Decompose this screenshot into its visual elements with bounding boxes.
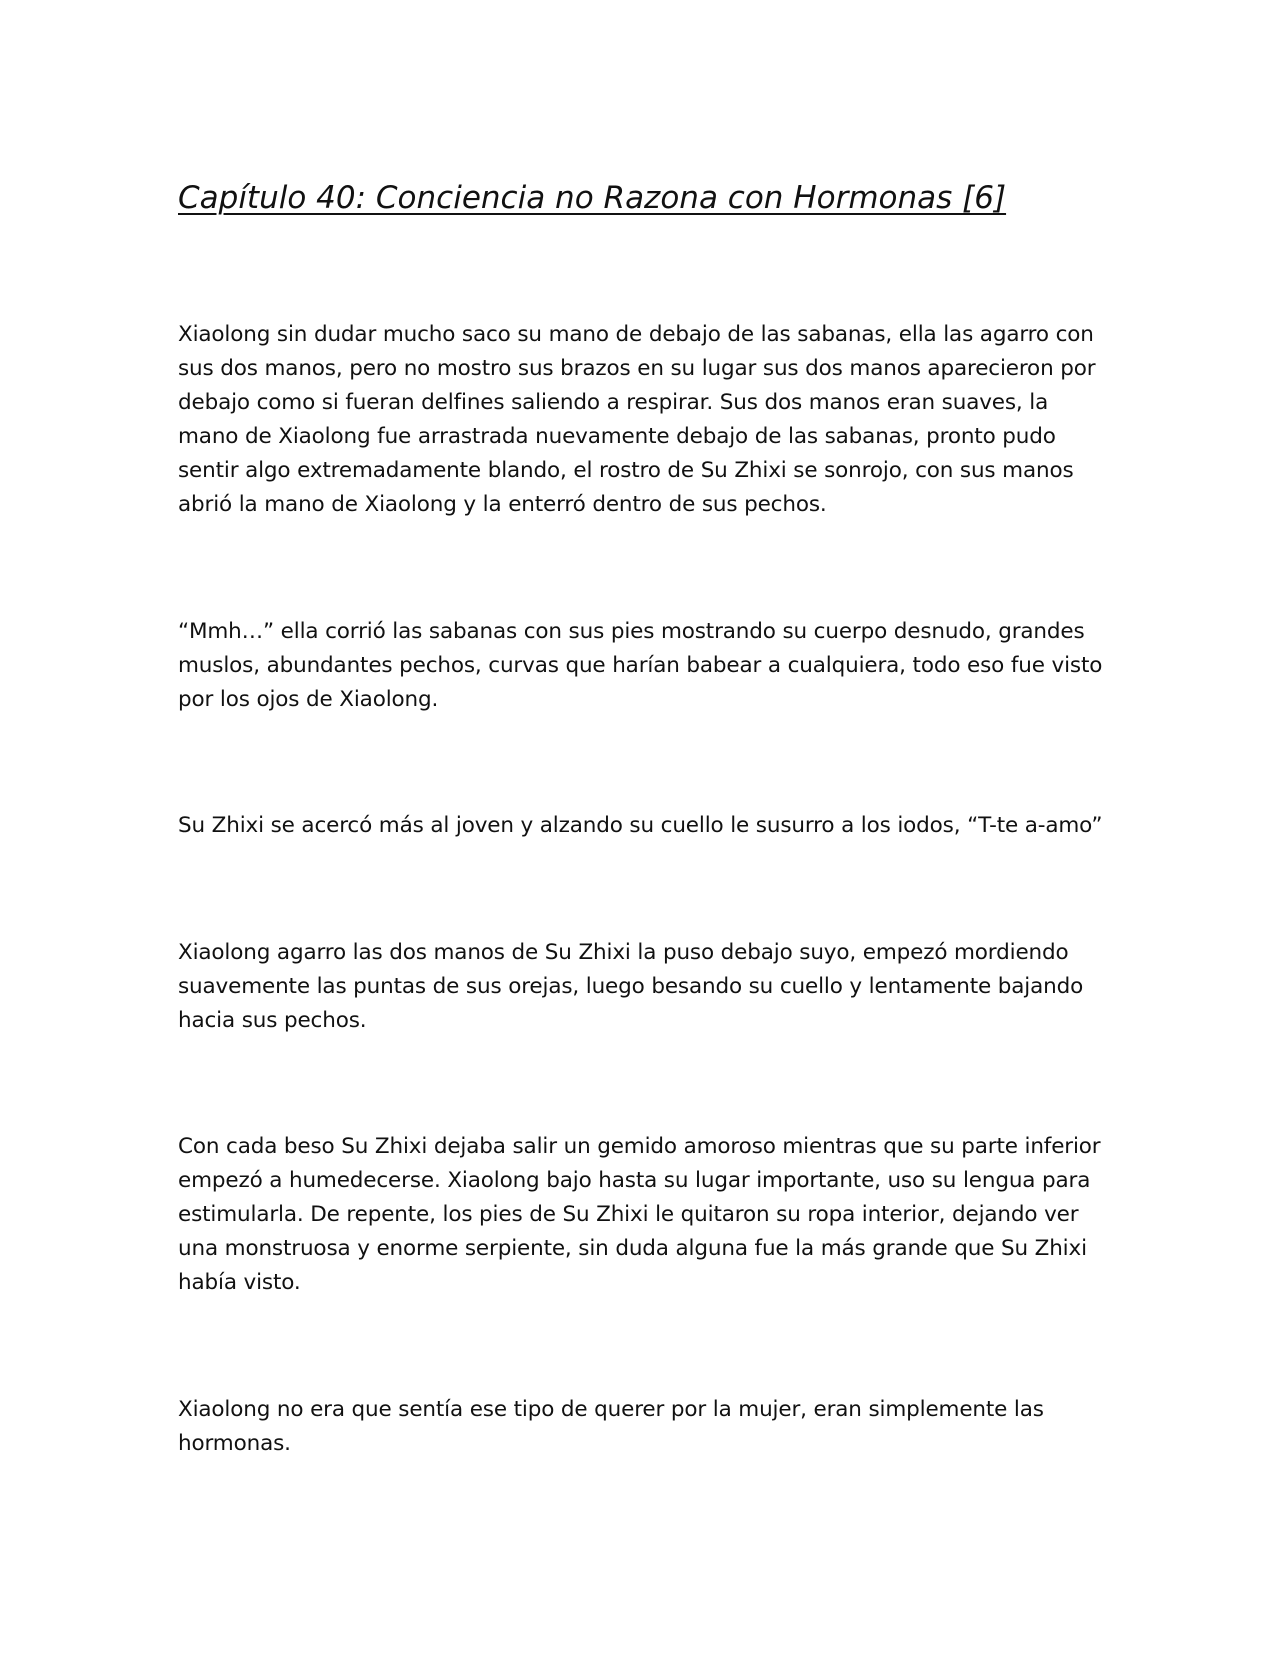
text-line: Xiaolong sin dudar mucho saco su mano de debajo de las sabanas, ella las agarro con	[178, 322, 1094, 347]
text-line: por los ojos de Xiaolong.	[178, 687, 439, 712]
text-line: mano de Xiaolong fue arrastrada nuevamente debajo de las sabanas, pronto pudo	[178, 424, 1056, 449]
paragraph-2	[178, 615, 1108, 717]
paragraph-6	[178, 1393, 1108, 1461]
text-line: muslos, abundantes pechos, curvas que harían babear a cualquiera, todo eso fue visto	[178, 653, 1103, 678]
chapter-title: Capítulo 40: Conciencia no Razona con Hormonas [6]	[178, 180, 1007, 216]
paragraph-1	[178, 318, 1108, 522]
paragraph-4	[178, 936, 1108, 1038]
text-line: sentir algo extremadamente blando, el rostro de Su Zhixi se sonrojo, con sus manos	[178, 458, 1074, 483]
text-line: Xiaolong no era que sentía ese tipo de querer por la mujer, eran simplemente las	[178, 1397, 1044, 1422]
text-line: debajo como si fueran delfines saliendo a respirar. Sus dos manos eran suaves, la	[178, 390, 1049, 415]
text-line: hacia sus pechos.	[178, 1008, 367, 1033]
text-line: estimularla. De repente, los pies de Su Zhixi le quitaron su ropa interior, dejando ver	[178, 1202, 1079, 1227]
text-line: Xiaolong agarro las dos manos de Su Zhixi la puso debajo suyo, empezó mordiendo	[178, 940, 1069, 965]
paragraph-3	[178, 809, 1108, 843]
text-line: Con cada beso Su Zhixi dejaba salir un gemido amoroso mientras que su parte inferior	[178, 1134, 1101, 1159]
text-line: sus dos manos, pero no mostro sus brazos en su lugar sus dos manos aparecieron por	[178, 356, 1096, 381]
text-line: había visto.	[178, 1270, 301, 1295]
paragraph-5	[178, 1130, 1108, 1300]
text-line: una monstruosa y enorme serpiente, sin duda alguna fue la más grande que Su Zhixi	[178, 1236, 1087, 1261]
text-line: empezó a humedecerse. Xiaolong bajo hasta su lugar importante, uso su lengua para	[178, 1168, 1091, 1193]
text-line: Su Zhixi se acercó más al joven y alzando su cuello le susurro a los iodos, “T-te a-amo”	[178, 813, 1103, 838]
text-line: abrió la mano de Xiaolong y la enterró dentro de sus pechos.	[178, 492, 827, 517]
text-line: suavemente las puntas de sus orejas, luego besando su cuello y lentamente bajando	[178, 974, 1084, 999]
text-line: hormonas.	[178, 1431, 291, 1456]
text-line: “Mmh…” ella corrió las sabanas con sus pies mostrando su cuerpo desnudo, grandes	[178, 619, 1085, 644]
